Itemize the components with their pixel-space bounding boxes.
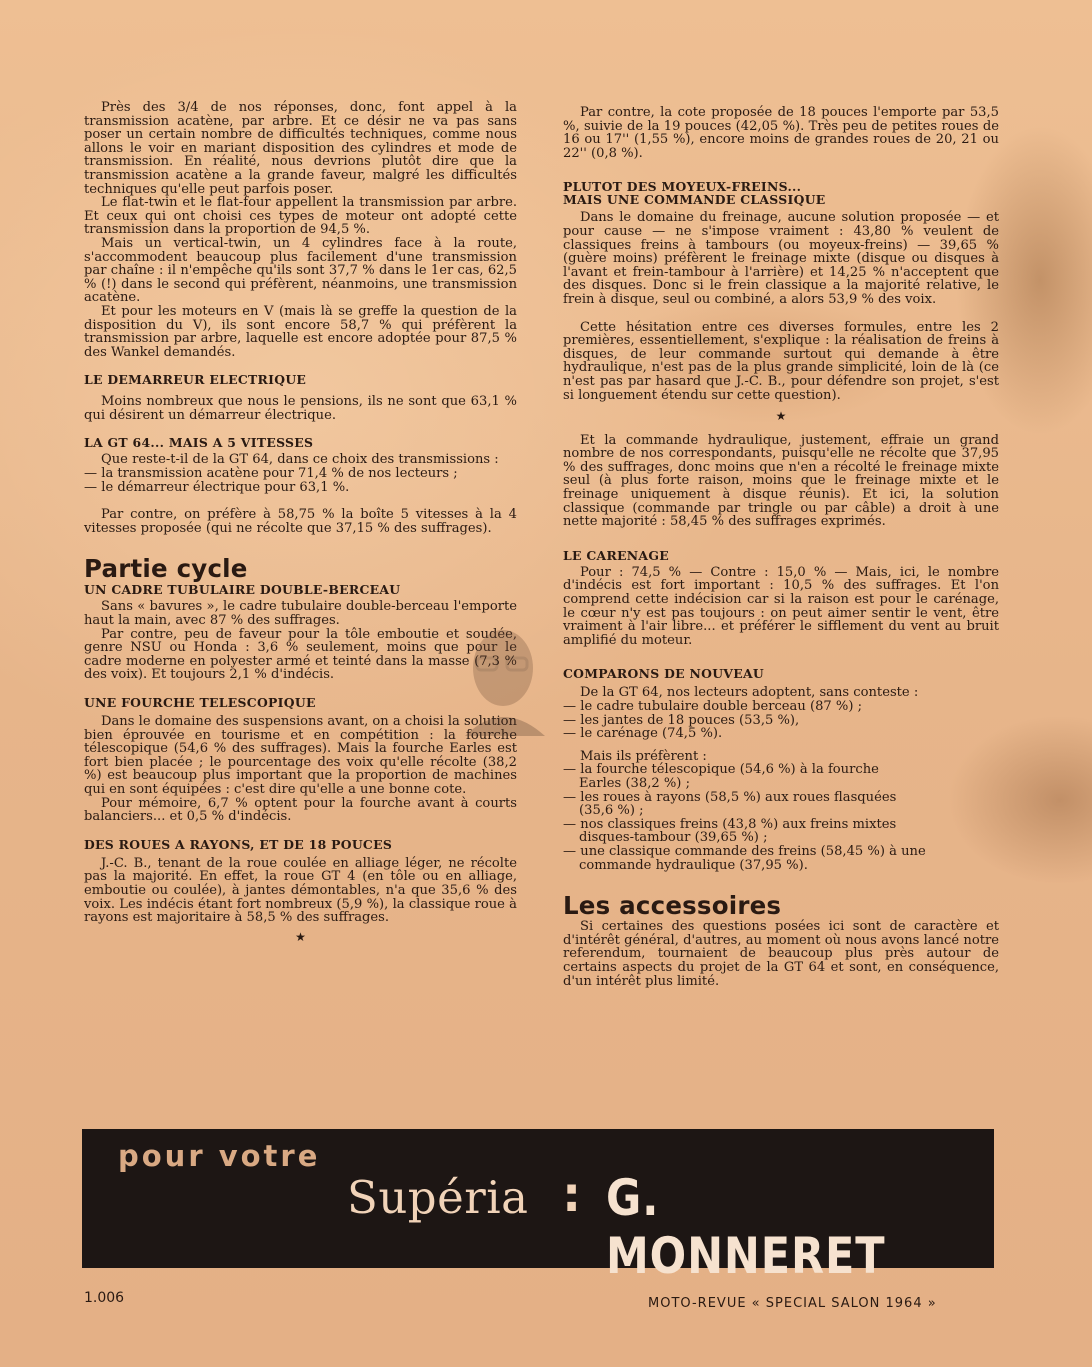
- section-heading: UNE FOURCHE TELESCOPIQUE: [84, 695, 316, 710]
- section-heading: LE DEMARREUR ELECTRIQUE: [84, 372, 307, 388]
- paragraph: J.-C. B., tenant de la roue coulée en alliage léger, ne récolte pas la majorité. En effet, la roue GT 4 (en tôle ou en alliage, emboutie ou coulée), à jantes démontables, n'a que 35,6 % des voix. Les indécis étant fort nombreux (5,9 %), la classique roue à rayons est majoritaire à 58,5 % des suffrages.: [84, 855, 517, 926]
- portrait-photo: [455, 618, 555, 736]
- paragraph: Mais ils préfèrent :: [580, 748, 707, 764]
- section-heading: DES ROUES A RAYONS, ET DE 18 POUCES: [84, 836, 393, 852]
- paragraph: Si certaines des questions posées ici sont de caractère et d'intérêt général, d'autres, au moment où nous avons lancé notre referendum, tournaient de beaucoup plus près autour de certains aspects du projet de la GT 64 et sont, en conséquence, d'un intérêt plus limité.: [563, 919, 999, 989]
- list-item: — nos classiques freins (43,8 %) aux freins mixtes: [563, 816, 897, 832]
- paragraph: Pour mémoire, 6,7 % optent pour la fourche avant à courts balanciers... et 0,5 % d'indécis.: [84, 795, 517, 825]
- page-number: 1.006: [84, 1290, 125, 1306]
- list-item: commande hydraulique (37,95 %).: [579, 857, 808, 873]
- section-heading: LA GT 64... MAIS A 5 VITESSES: [84, 435, 314, 451]
- paragraph: Cette hésitation entre ces diverses formules, entre les 2 premières, essentiellement, s'explique : la réalisation de freins à disques, de leur commande surtout qui demande à être hydraulique, n'est pas de la plus grande simplicité, loin de là (ce n'est pas par hasard que J.-C. B., pour défendre son projet, s'est si longuement étendu sur cette question).: [563, 319, 999, 403]
- paragraph: Par contre, on préfère à 58,75 % la boîte 5 vitesses à la 4 vitesses proposée (qui ne récolte que 37,15 % des suffrages).: [84, 507, 517, 536]
- list-item: — la transmission acatène pour 71,4 % de nos lecteurs ;: [84, 466, 458, 482]
- part-heading: Partie cycle: [84, 554, 248, 584]
- left-column: [84, 101, 517, 944]
- part-heading: Les accessoires: [563, 891, 782, 921]
- paragraph: Dans le domaine du freinage, aucune solution proposée — et pour cause — ne s'impose vraiment : 43,80 % veulent de classiques freins à tambours (ou moyeux-freins) — 39,65 % (guère moins) préfèrent le freinage mixte (disque ou disques à l'avant et frein-tambour à l'arrière) et 14,25 % n'acceptent que des disques. Donc si le frein classique a la majorité relative, le frein à disque, seul ou combiné, a alors 53,9 % des voix.: [563, 210, 999, 307]
- paragraph: Par contre, peu de faveur pour la tôle emboutie et soudée, genre NSU ou Honda : 3,6 % seulement, moins que pour le cadre moderne en polyester armé et teinté dans la masse (7,3 % des voix). Et toujours 2,1 % d'indécis.: [84, 626, 517, 683]
- list-item: — le carénage (74,5 %).: [563, 726, 723, 742]
- paragraph: Mais un vertical-twin, un 4 cylindres face à la route, s'accommodent beaucoup plus facilement d'une transmission par chaîne : il n'empêche qu'ils sont 37,7 % dans le 1er cas, 62,5 % (!) dans le second qui préfèrent, néanmoins, une transmission acatène.: [84, 235, 517, 306]
- section-heading: LE CARENAGE: [563, 547, 669, 563]
- paragraph: Près des 3/4 de nos réponses, donc, font appel à la transmission acatène, par arbre. Et ce désir ne va pas sans poser un certain nombre de difficultés techniques, comme nous allons le voir en mariant disposition des cylindres et mode de transmission. En réalité, nous devrions plutôt dire que la transmission acatène a la grande faveur, malgré les difficultés techniques qu'elle peut parfois poser.: [84, 100, 517, 197]
- star-separator: ★: [295, 929, 306, 944]
- list-item: — le cadre tubulaire double berceau (87 %) ;: [563, 699, 863, 714]
- section-heading: UN CADRE TUBULAIRE DOUBLE-BERCEAU: [84, 582, 401, 598]
- list-item: — une classique commande des freins (58,45 %) à une: [563, 843, 926, 859]
- right-column: [563, 106, 999, 988]
- list-item: — les roues à rayons (58,5 %) aux roues flasquées: [563, 789, 897, 805]
- list-item: disques-tambour (39,65 %) ;: [579, 830, 768, 846]
- paragraph: Par contre, la cote proposée de 18 pouces l'emporte par 53,5 %, suivie de la 19 pouces (42,05 %). Très peu de petites roues de 16 ou 17'' (1,55 %), encore moins de grandes roues de 20, 21 ou 22'' (0,8 %).: [563, 105, 999, 161]
- list-item: (35,6 %) ;: [579, 803, 644, 819]
- paragraph: Et pour les moteurs en V (mais là se greffe la question de la disposition du V), ils sont encore 58,7 % qui préfèrent la transmission par arbre, laquelle est encore adoptée pour 87,5 % des Wankel demandés.: [84, 303, 517, 360]
- paragraph: Et la commande hydraulique, justement, effraie un grand nombre de nos correspondants, puisqu'elle ne récolte que 37,95 % des suffrages, donc moins que n'en a récolté le freinage mixte seul (à plus forte raison, moins que le freinage mixte et le freinage uniquement à disque réunis). Et ici, la solution classique (commande par tringle ou par câble) a droit à une nette majorité : 58,45 % des suffrages exprimés.: [563, 432, 999, 530]
- section-heading: MAIS UNE COMMANDE CLASSIQUE: [563, 192, 826, 208]
- paragraph: Dans le domaine des suspensions avant, on a choisi la solution bien éprouvée en tourisme et en compétition : la fourche télescopique (54,6 % des suffrages). Mais la fourche Earles est fort bien placée ; le pourcentage des voix qu'elle récolte (38,2 %) est beaucoup plus important que la proportion de machines qui en sont équipées : c'est dire qu'elle a une bonne cote.: [84, 714, 517, 797]
- advertisement-banner: [82, 1129, 994, 1285]
- banner-colon: :: [562, 1167, 582, 1223]
- section-heading: COMPARONS DE NOUVEAU: [563, 666, 764, 682]
- paragraph: Sans « bavures », le cadre tubulaire double-berceau l'emporte haut la main, avec 87 % des suffrages.: [84, 599, 517, 629]
- banner-brand: Supéria: [347, 1171, 529, 1224]
- list-item: — les jantes de 18 pouces (53,5 %),: [563, 712, 800, 728]
- star-separator: ★: [775, 409, 787, 424]
- banner-tagline: pour votre: [118, 1139, 321, 1173]
- list-item: — le démarreur électrique pour 63,1 %.: [84, 479, 350, 495]
- section-heading: PLUTOT DES MOYEUX-FREINS...: [563, 179, 802, 195]
- publication-footer: MOTO-REVUE « SPECIAL SALON 1964 »: [648, 1296, 937, 1311]
- paragraph: Pour : 74,5 % — Contre : 15,0 % — Mais, ici, le nombre d'indécis est fort important : 10,5 % des suffrages. Et l'on comprend cette indécision car si la raison est pour le carénage, le cœur n'y est pas toujours : on peut aimer sentir le vent, être vraiment à l'air libre... et préférer le sifflement du vent au bruit amplifié du moteur.: [563, 564, 999, 648]
- banner-dealer-name: G. MONNERET: [606, 1169, 886, 1285]
- paragraph: Moins nombreux que nous le pensions, ils ne sont que 63,1 % qui désirent un démarreur électrique.: [84, 394, 517, 423]
- paragraph: De la GT 64, nos lecteurs adoptent, sans conteste :: [580, 685, 919, 701]
- list-item: — la fourche télescopique (54,6 %) à la fourche: [563, 762, 879, 778]
- paragraph: Le flat-twin et le flat-four appellent la transmission par arbre. Et ceux qui ont choisi ces types de moteur ont adopté cette transmission dans la proportion de 94,5 %.: [84, 195, 517, 238]
- list-item: Earles (38,2 %) ;: [579, 775, 690, 791]
- paragraph: Que reste-t-il de la GT 64, dans ce choix des transmissions :: [101, 452, 499, 468]
